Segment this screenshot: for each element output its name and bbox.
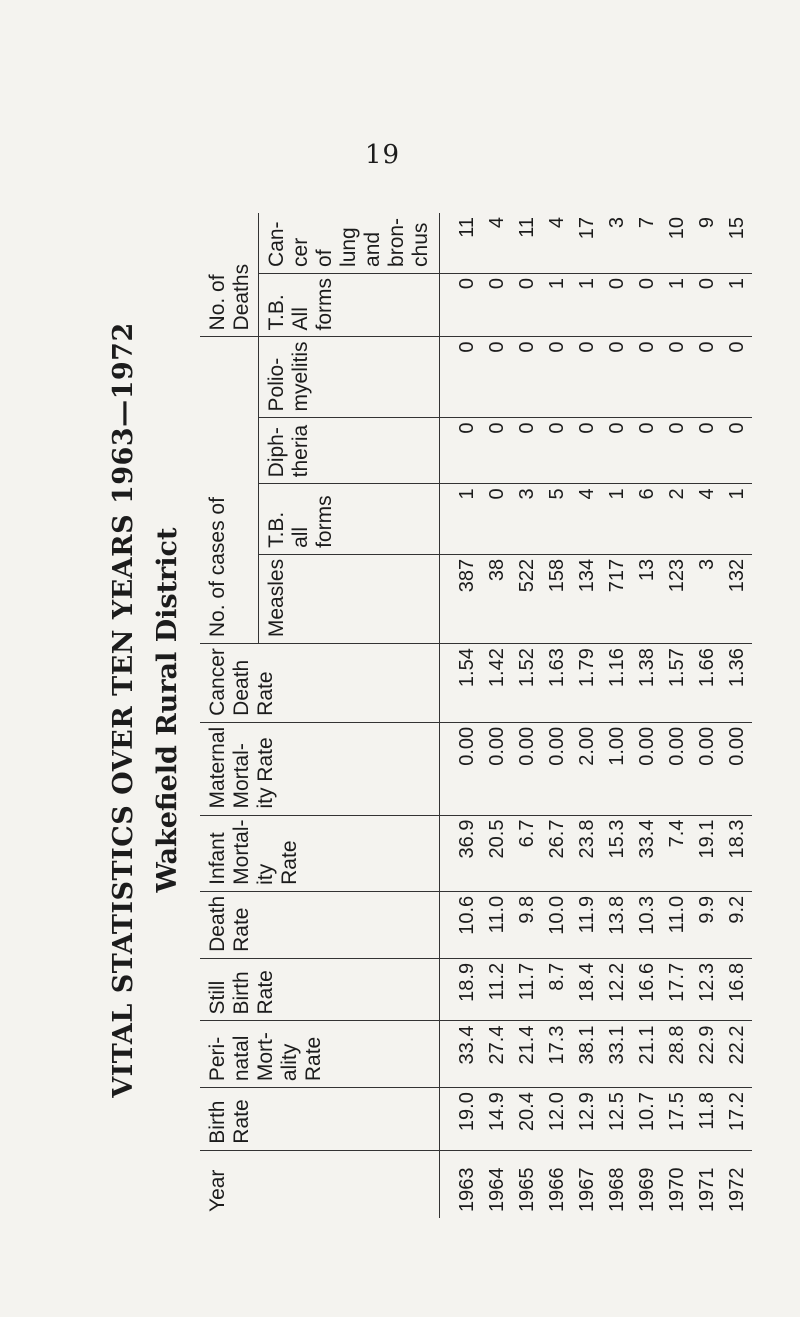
table-cell: 11.0 [486,895,508,934]
group-cases: No. of cases of [200,337,259,644]
table-cell: 10.7 [636,1092,658,1132]
table-cell: 16.6 [636,962,658,1002]
col-lung-cancer: Can-cer of lung and bron-chus [259,213,440,273]
table-cell: 1964 [486,1167,508,1212]
table-cell: 4 [546,217,568,229]
table-cell: 9.8 [516,895,538,924]
table-cell: 14.9 [486,1092,508,1132]
table-cell: 1 [726,277,748,290]
table-cell: 12.9 [576,1092,598,1132]
table-cell: 19.1 [696,819,718,859]
table-cell: 1.54 [456,648,478,688]
table-cell: 0 [696,422,718,434]
table-cell: 1 [546,277,568,290]
table-cell: 0.00 [666,726,688,766]
table-cell: 1 [456,488,478,500]
table-cell: 6 [636,488,658,500]
table-cell: 3 [516,488,538,500]
table-cell: 10.3 [636,895,658,935]
table-cell: 17.2 [726,1092,748,1132]
table-cell: 1970 [666,1167,688,1212]
table-cell: 4 [576,488,598,500]
table-cell: 18.9 [456,962,478,1002]
table-cell: 0.00 [456,726,478,766]
table-body-row [440,213,753,1218]
table-cell: 12.2 [606,962,628,1002]
col-diphtheria: Diph-theria [259,418,440,484]
col-cancer: Cancer Death Rate [200,644,440,723]
table-cell: 23.8 [576,819,598,859]
table-cell: 11.0 [666,895,688,934]
table-cell: 1 [606,488,628,500]
maternal-values [440,722,753,815]
page-number: 19 [365,140,401,170]
table-cell: 0 [546,341,568,353]
table-cell: 21.1 [636,1025,658,1065]
table-cell: 0 [456,341,478,353]
table-cell: 1966 [546,1167,568,1212]
table-cell: 7 [636,217,658,229]
still-birth-values [440,958,753,1021]
col-polio: Polio-myelitis [259,337,440,418]
table-cell: 33.4 [456,1025,478,1065]
table-cell: 1968 [606,1167,628,1212]
table-cell: 6.7 [516,819,538,848]
table-cell: 0 [696,341,718,353]
table-cell: 12.3 [696,962,718,1002]
table-cell: 0 [576,422,598,434]
table-cell: 7.4 [666,819,688,848]
table-cell: 28.8 [666,1025,688,1065]
table-cell: 8.7 [546,962,568,991]
table-cell: 22.9 [696,1025,718,1065]
table-cell: 22.2 [726,1025,748,1065]
year-values [440,1150,753,1218]
table-cell: 13 [636,558,658,582]
perinatal-values [440,1021,753,1088]
measles-values [440,554,753,643]
table-cell: 1.16 [606,648,628,688]
table-cell: 1967 [576,1167,598,1212]
table-cell: 1.42 [486,648,508,688]
table-cell: 0 [486,341,508,353]
table-cell: 1.52 [516,648,538,688]
table-cell: 0 [666,422,688,434]
table-cell: 12.5 [606,1092,628,1132]
table-cell: 33.1 [606,1025,628,1065]
infant-values [440,815,753,891]
group-deaths: No. of Deaths [200,213,259,337]
table-cell: 0 [696,277,718,290]
table-cell: 11.9 [576,895,598,934]
table-cell: 27.4 [486,1025,508,1065]
table-cell: 15.3 [606,819,628,859]
tb-cases-values [440,484,753,555]
table-cell: 0 [636,422,658,434]
table-cell: 4 [696,488,718,500]
col-infant: Infant Mortal-ity Rate [200,815,440,891]
table-cell: 387 [456,558,478,593]
table-cell: 12.0 [546,1092,568,1132]
table-cell: 0.00 [636,726,658,766]
table-cell: 0 [486,422,508,434]
table-cell: 0 [456,422,478,434]
table-cell: 0.00 [696,726,718,766]
table-cell: 1.66 [696,648,718,688]
col-tb-cases: T.B. all forms [259,484,440,555]
table-cell: 21.4 [516,1025,538,1065]
table-cell: 3 [606,217,628,229]
table-cell: 1.00 [606,726,628,766]
diphtheria-values [440,418,753,484]
table-cell: 0 [486,277,508,290]
table-cell: 16.8 [726,962,748,1002]
polio-values [440,337,753,418]
lung-cancer-values [440,213,753,273]
table-cell: 17.5 [666,1092,688,1132]
table-cell: 1.36 [726,648,748,688]
table-cell: 1.79 [576,648,598,688]
table-cell: 11.7 [516,962,538,1001]
table-cell: 0 [636,341,658,353]
table-cell: 18.4 [576,962,598,1002]
table-cell: 522 [516,558,538,593]
table-cell: 1971 [696,1167,718,1212]
table-cell: 0 [636,277,658,290]
table-cell: 1 [576,277,598,290]
col-maternal: Maternal Mortal-ity Rate [200,722,440,815]
death-rate-values [440,891,753,958]
vital-statistics-table [200,213,752,1218]
birth-rate-values [440,1088,753,1151]
rotated-table-sheet [100,190,748,1230]
table-cell: 1.38 [636,648,658,688]
table-cell: 18.3 [726,819,748,859]
table-cell: 0 [456,277,478,290]
table-cell: 0 [516,277,538,290]
table-cell: 134 [576,558,598,593]
table-cell: 10.0 [546,895,568,935]
table-cell: 0 [726,341,748,353]
table-cell: 3 [696,558,718,571]
table-cell: 20.5 [486,819,508,859]
table-cell: 10.6 [456,895,478,935]
table-cell: 158 [546,558,568,593]
table-cell: 0 [576,341,598,353]
table-cell: 38 [486,558,508,582]
table-cell: 1.63 [546,648,568,688]
col-tb-deaths: T.B. All forms [259,273,440,337]
table-cell: 38.1 [576,1025,598,1065]
table-cell: 1 [666,277,688,290]
table-cell: 0.00 [546,726,568,766]
col-measles: Measles [259,554,440,643]
table-cell: 17 [576,217,598,240]
table-cell: 0 [546,422,568,434]
col-perinatal: Peri-natal Mort-ality Rate [200,1021,440,1088]
table-cell: 1972 [726,1167,748,1212]
col-year: Year [206,1169,229,1212]
table-cell: 11.8 [696,1092,718,1130]
table-cell: 0.00 [726,726,748,766]
table-cell: 13.8 [606,895,628,935]
table-cell: 2 [666,488,688,500]
main-title: VITAL STATISTICS OVER TEN YEARS 1963—1972 [108,322,139,1098]
table-cell: 0 [606,341,628,353]
table-cell: 20.4 [516,1092,538,1132]
table-cell: 0 [516,422,538,434]
table-cell: 11.2 [486,962,508,1001]
table-cell: 1965 [516,1167,538,1212]
table-cell: 0.00 [486,726,508,766]
table-cell: 11 [456,217,478,238]
table-cell: 11 [516,217,538,238]
table-cell: 9 [696,217,718,229]
table-cell: 4 [486,217,508,229]
tb-deaths-values [440,273,753,337]
table-cell: 0 [666,341,688,353]
table-cell: 26.7 [546,819,568,859]
table-cell: 36.9 [456,819,478,859]
table-cell: 0 [606,277,628,290]
table-cell: 1963 [456,1167,478,1212]
table-cell: 33.4 [636,819,658,859]
table-cell: 19.0 [456,1092,478,1132]
table-cell: 2.00 [576,726,598,766]
table-cell: 17.7 [666,962,688,1002]
table-cell: 1.57 [666,648,688,688]
table-cell: 9.2 [726,895,748,924]
cancer-values [440,644,753,723]
table-cell: 5 [546,488,568,500]
table-cell: 10 [666,217,688,240]
table-cell: 0.00 [516,726,538,766]
table-cell: 132 [726,558,748,593]
table-cell: 0 [726,422,748,434]
table-cell: 717 [606,558,628,593]
col-birth-rate: Birth Rate [200,1088,440,1151]
table-cell: 9.9 [696,895,718,924]
table-cell: 0 [486,488,508,500]
table-cell: 123 [666,558,688,593]
table-cell: 1969 [636,1167,658,1212]
table-cell: 0 [606,422,628,434]
sub-title: Wakefield Rural District [152,527,183,893]
table-cell: 1 [726,488,748,500]
col-still-birth: Still Birth Rate [200,958,440,1021]
table-cell: 15 [726,217,748,240]
table-cell: 0 [516,341,538,353]
table-cell: 17.3 [546,1025,568,1065]
col-death-rate: Death Rate [200,891,440,958]
